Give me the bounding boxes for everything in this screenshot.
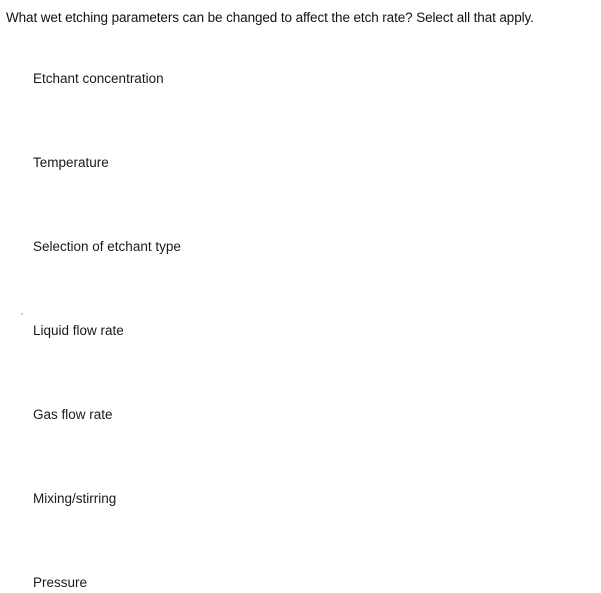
option-label: Liquid flow rate xyxy=(33,323,124,338)
option-temperature[interactable] xyxy=(33,153,109,173)
option-label: Temperature xyxy=(33,155,109,170)
option-etchant-concentration[interactable] xyxy=(33,69,164,89)
option-label: Pressure xyxy=(33,575,88,590)
stray-dot xyxy=(21,313,23,315)
option-mixing-stirring[interactable] xyxy=(33,489,116,509)
option-gas-flow-rate[interactable] xyxy=(33,405,113,425)
option-label: Etchant concentration xyxy=(33,71,164,86)
option-liquid-flow-rate[interactable] xyxy=(33,321,124,341)
option-label: Selection of etchant type xyxy=(33,239,181,254)
option-label: Mixing/stirring xyxy=(33,491,117,506)
option-pressure[interactable] xyxy=(33,573,87,593)
option-label: Gas flow rate xyxy=(33,407,113,422)
option-selection-of-etchant-type[interactable] xyxy=(33,237,181,257)
question-text: What wet etching parameters can be changed to affect the etch rate? Select all that apply. xyxy=(6,10,534,25)
